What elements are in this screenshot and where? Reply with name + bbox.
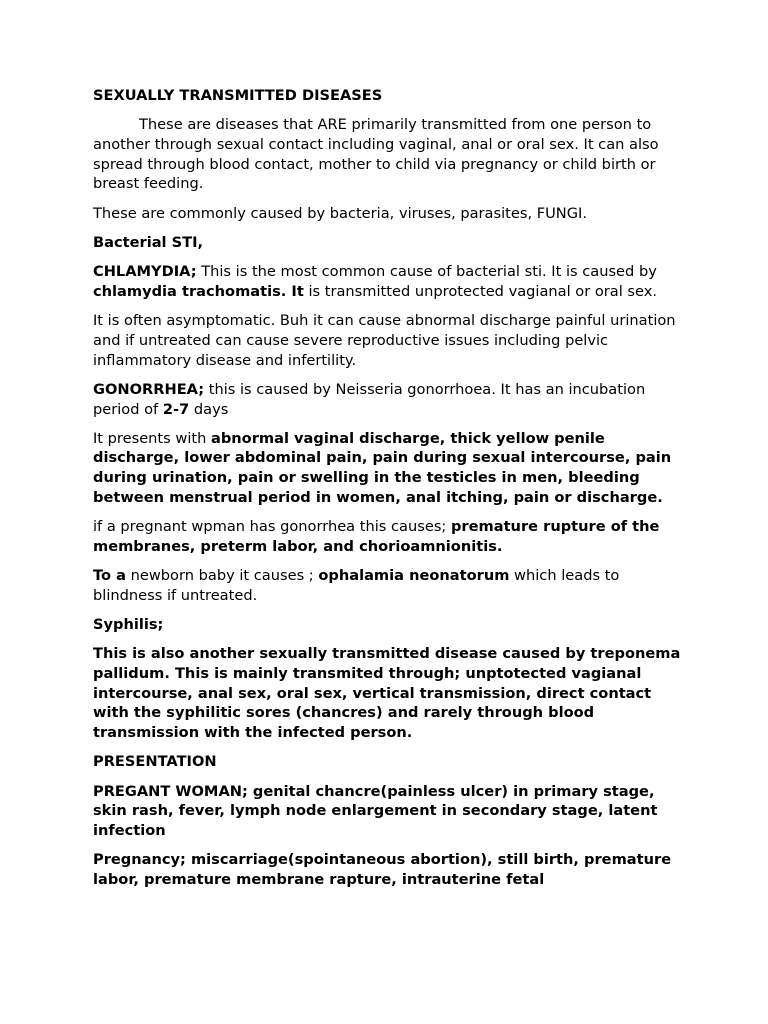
syphilis-heading: Syphilis;: [93, 616, 164, 634]
document-page: [93, 86, 683, 899]
presentation-heading: PRESENTATION: [93, 753, 217, 771]
newborn-condition: ophalamia neonatorum: [318, 567, 510, 585]
newborn-paragraph: To a newborn baby it causes ; ophalamia neonatorum which leads to blindness if untreated.: [93, 567, 620, 604]
document-title: SEXUALLY TRANSMITTED DISEASES: [93, 87, 383, 104]
pregnant-woman-paragraph: PREGANT WOMAN; genital chancre(painless ulcer) in primary stage, skin rash, fever, lymph node enlargement in secondary stage, latent infection: [93, 782, 658, 839]
chlamydia-symptoms-paragraph: It is often asymptomatic. Buh it can cause abnormal discharge painful urination and if untreated can cause severe reproductive issues including pelvic inflammatory disease and infertility.: [93, 312, 676, 369]
pregnant-gonorrhea-paragraph: if a pregnant wpman has gonorrhea this causes; premature rupture of the membranes, preterm labor, and chorioamnionitis.: [93, 518, 660, 555]
chlamydia-paragraph: CHLAMYDIA; This is the most common cause of bacterial sti. It is caused by chlamydia trachomatis. It is transmitted unprotected vagianal or oral sex.: [93, 263, 658, 300]
incubation-period: 2-7: [162, 400, 190, 418]
causes-paragraph: These are commonly caused by bacteria, viruses, parasites, FUNGI.: [93, 204, 587, 222]
gonorrhea-label: GONORRHEA;: [93, 380, 205, 398]
gonorrhea-presents-paragraph: It presents with abnormal vaginal discharge, thick yellow penile discharge, lower abdominal pain, pain during sexual intercourse, pain during urination, pain or swelling in the testicles in men, bleeding between menstrual period in women, anal itching, pain or discharge.: [93, 429, 672, 506]
gonorrhea-symptoms: abnormal vaginal discharge, thick yellow penile discharge, lower abdominal pain, pain during sexual intercourse, pain during urination, pain or swelling in the testicles in men, bleeding between menstrual period in women, anal itching, pain or discharge.: [93, 429, 672, 506]
pregnancy-paragraph: Pregnancy; miscarriage(spointaneous abortion), still birth, premature labor, premature membrane rapture, intrauterine fetal: [93, 851, 672, 888]
chlamydia-organism: chlamydia trachomatis. It: [93, 282, 304, 300]
pregnancy-effects: premature rupture of the membranes, preterm labor, and chorioamnionitis.: [93, 518, 660, 555]
chlamydia-label: CHLAMYDIA;: [93, 263, 197, 281]
bacterial-heading: Bacterial STI,: [93, 233, 204, 251]
syphilis-paragraph: This is also another sexually transmitted disease caused by treponema pallidum. This is mainly transmited through; unptotected vagianal intercourse, anal sex, oral sex, vertical transmission, direct contact with the syphilitic sores (chancres) and rarely through blood transmission with the infected person.: [93, 645, 681, 741]
gonorrhea-paragraph: GONORRHEA; this is caused by Neisseria gonorrhoea. It has an incubation period of 2-7 days: [93, 380, 646, 418]
intro-paragraph: These are diseases that ARE primarily transmitted from one person to another through sexual contact including vaginal, anal or oral sex. It can also spread through blood contact, mother to child via pregnancy or child birth or breast feeding.: [93, 116, 659, 193]
